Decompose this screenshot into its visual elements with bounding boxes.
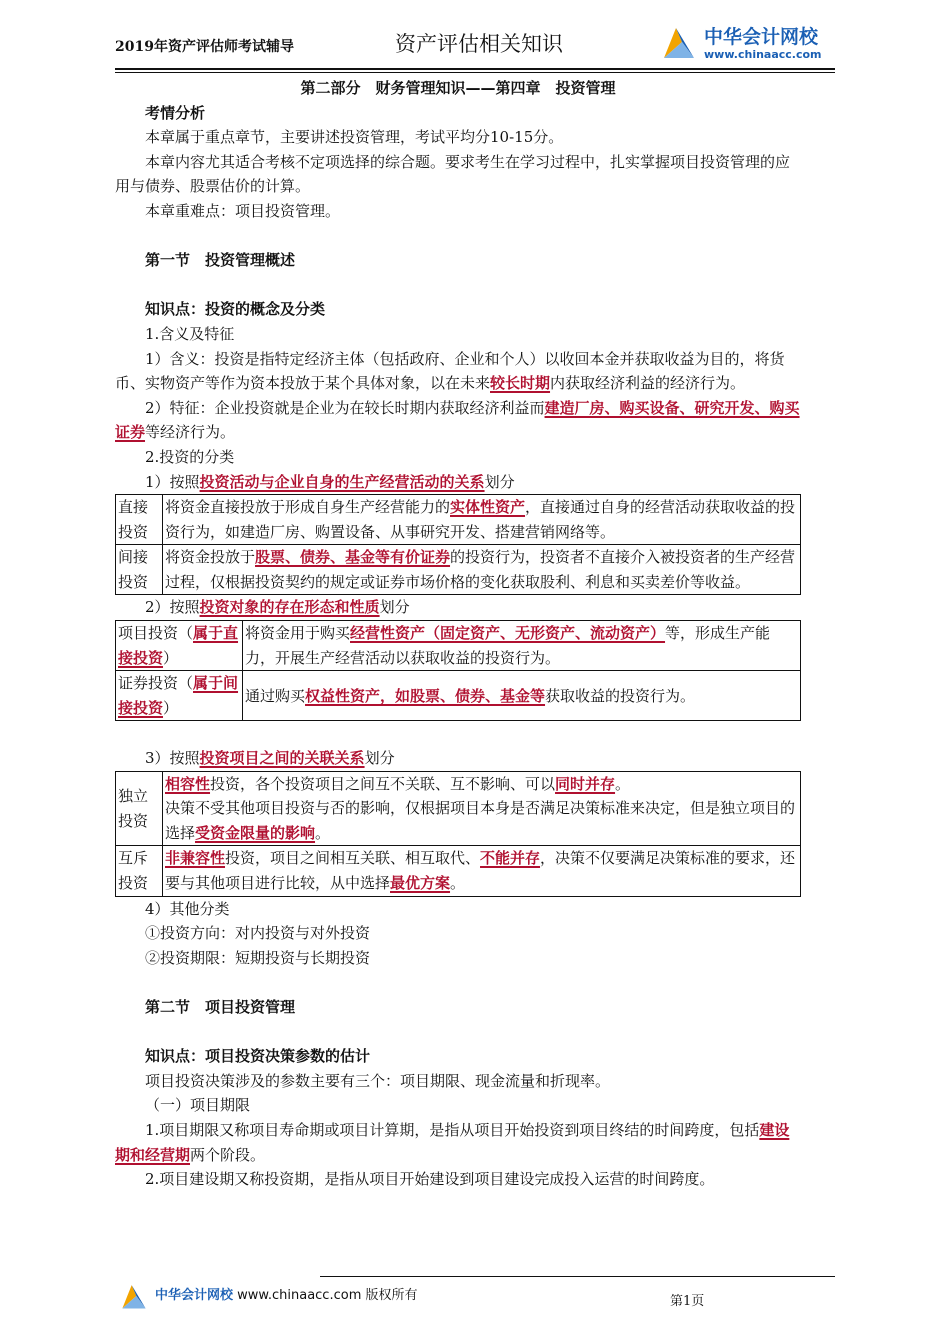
table-independent-mutex <box>115 771 801 897</box>
logo-url: www.chinaacc.com <box>704 48 822 61</box>
cell-direct-desc: 将资金直接投放于形成自身生产经营能力的实体性资产，直接通过自身的经营活动获取收益的投资行为，如建造厂房、购置设备、从事研究开发、搭建营销网络等。 <box>163 495 801 545</box>
cell-mutex-desc: 非兼容性投资，项目之间相互关联、相互取代、不能并存，决策不仅要满足决策标准的要求，还要与其他项目进行比较，从中选择最优方案。 <box>163 846 801 896</box>
section2-p1: 项目投资决策涉及的参数主要有三个：项目期限、现金流量和折现率。 <box>145 1071 611 1090</box>
document-body <box>115 76 801 1192</box>
section1-heading: 第一节 投资管理概述 <box>145 251 296 270</box>
header-subject-title: 资产评估相关知识 <box>395 32 563 56</box>
definition-paragraph: 1）含义：投资是指特定经济主体（包括政府、企业和个人）以收回本金并获取收益为目的，将货币、实物资产等作为资本投放于某个具体对象，以在未来较长时期内获取经济利益的经济行为。 <box>115 349 785 393</box>
cell-securities-desc: 通过购买权益性资产，如股票、债券、基金等获取收益的投资行为。 <box>243 671 801 721</box>
other-period: ②投资期限：短期投资与长期投资 <box>145 948 371 967</box>
header-rule <box>115 68 835 70</box>
table-row <box>116 671 801 721</box>
highlight-c2: 投资对象的存在形态和性质 <box>199 598 380 617</box>
footer-copyright <box>155 1284 418 1303</box>
logo-triangle-icon <box>660 24 698 60</box>
cell-independent-desc: 相容性投资，各个投资项目之间互不关联、互不影响、可以同时并存。 决策不受其他项目投资与否的影响，仅根据项目本身是否满足决策标准来决定，但是独立项目的选择受资金限量的影响。 <box>163 771 801 846</box>
highlight-economic-acts: 建造厂房、购买设备、研究开发、购买证券 <box>115 398 800 442</box>
cell-project-investment: 项目投资（属于直接投资） <box>116 621 243 671</box>
cell-independent-investment: 独立投资 <box>116 771 163 846</box>
kaoqing-p2: 本章内容尤其适合考核不定项选择的综合题。要求考生在学习过程中，扎实掌握项目投资管理的应用与债券、股票估价的计算。 <box>115 152 791 196</box>
cell-indirect-desc: 将资金投放于股票、债券、基金等有价证券的投资行为，投资者不直接介入被投资者的生产经营过程，仅根据投资契约的规定或证券市场价格的变化获取股利、利息和买卖差价等收益。 <box>163 545 801 595</box>
feature-paragraph: 2）特征：企业投资就是企业为在较长时期内获取经济利益而建造厂房、购买设备、研究开发、购买证券等经济行为。 <box>115 398 800 442</box>
highlight-long-term: 较长时期 <box>490 374 551 393</box>
footer-rule <box>320 1276 835 1277</box>
page-number: 第1页 <box>670 1294 705 1309</box>
cell-mutex-investment: 互斥投资 <box>116 846 163 896</box>
footer-logo-icon <box>119 1282 149 1310</box>
classification-2-label: 2）按照投资对象的存在形态和性质划分 <box>145 598 410 617</box>
section1-knowledge-point: 知识点：投资的概念及分类 <box>145 300 326 319</box>
header-exam-label: 2019年资产评估师考试辅导 <box>115 39 294 55</box>
table-direct-indirect <box>115 494 801 595</box>
cell-indirect-investment: 间接投资 <box>116 545 163 595</box>
chinaacc-logo[interactable] <box>660 20 835 64</box>
section2-p2: （一）项目期限 <box>145 1096 251 1115</box>
footer-url[interactable]: www.chinaacc.com <box>237 1288 362 1303</box>
table-row <box>116 495 801 545</box>
classification-1-label: 1）按照投资活动与企业自身的生产经营活动的关系划分 <box>145 472 515 491</box>
section2-heading: 第二节 项目投资管理 <box>145 997 296 1016</box>
page-footer <box>115 1276 835 1316</box>
highlight-construction-operation: 建设期和经营期 <box>115 1120 790 1164</box>
kaoqing-p3: 本章重难点：项目投资管理。 <box>145 201 341 220</box>
footer-rights: 版权所有 <box>365 1288 418 1303</box>
highlight-c1: 投资活动与企业自身的生产经营活动的关系 <box>199 472 485 491</box>
table-row <box>116 621 801 671</box>
section2-knowledge-point: 知识点：项目投资决策参数的估计 <box>145 1047 371 1066</box>
classification-3-label: 3）按照投资项目之间的关联关系划分 <box>145 749 395 768</box>
section2-p4: 2.项目建设期又称投资期，是指从项目开始建设到项目建设完成投入运营的时间跨度。 <box>145 1170 715 1189</box>
classification-4-label: 4）其他分类 <box>145 899 230 918</box>
highlight-c3: 投资项目之间的关联关系 <box>199 749 365 768</box>
cell-securities-investment: 证券投资（属于间接投资） <box>116 671 243 721</box>
page-header <box>115 20 835 64</box>
table-project-securities <box>115 620 801 721</box>
cell-direct-investment: 直接投资 <box>116 495 163 545</box>
footer-name: 中华会计网校 <box>155 1288 234 1303</box>
table-row <box>116 545 801 595</box>
chapter-title: 第二部分 财务管理知识——第四章 投资管理 <box>300 79 616 97</box>
other-direction: ①投资方向：对内投资与对外投资 <box>145 924 371 943</box>
header-rule-thin <box>115 72 835 73</box>
logo-name: 中华会计网校 <box>704 26 819 48</box>
subheading-meaning: 1.含义及特征 <box>145 324 235 343</box>
subheading-classification: 2.投资的分类 <box>145 447 235 466</box>
section2-p3: 1.项目期限又称项目寿命期或项目计算期，是指从项目开始投资到项目终结的时间跨度，包括建设期和经营期两个阶段。 <box>115 1120 790 1164</box>
table-row <box>116 771 801 846</box>
table-row <box>116 846 801 896</box>
cell-project-desc: 将资金用于购买经营性资产（固定资产、无形资产、流动资产）等，形成生产能力，开展生产经营活动以获取收益的投资行为。 <box>243 621 801 671</box>
kaoqing-p1: 本章属于重点章节，主要讲述投资管理，考试平均分10-15分。 <box>145 128 564 147</box>
kaoqing-heading: 考情分析 <box>145 103 206 122</box>
